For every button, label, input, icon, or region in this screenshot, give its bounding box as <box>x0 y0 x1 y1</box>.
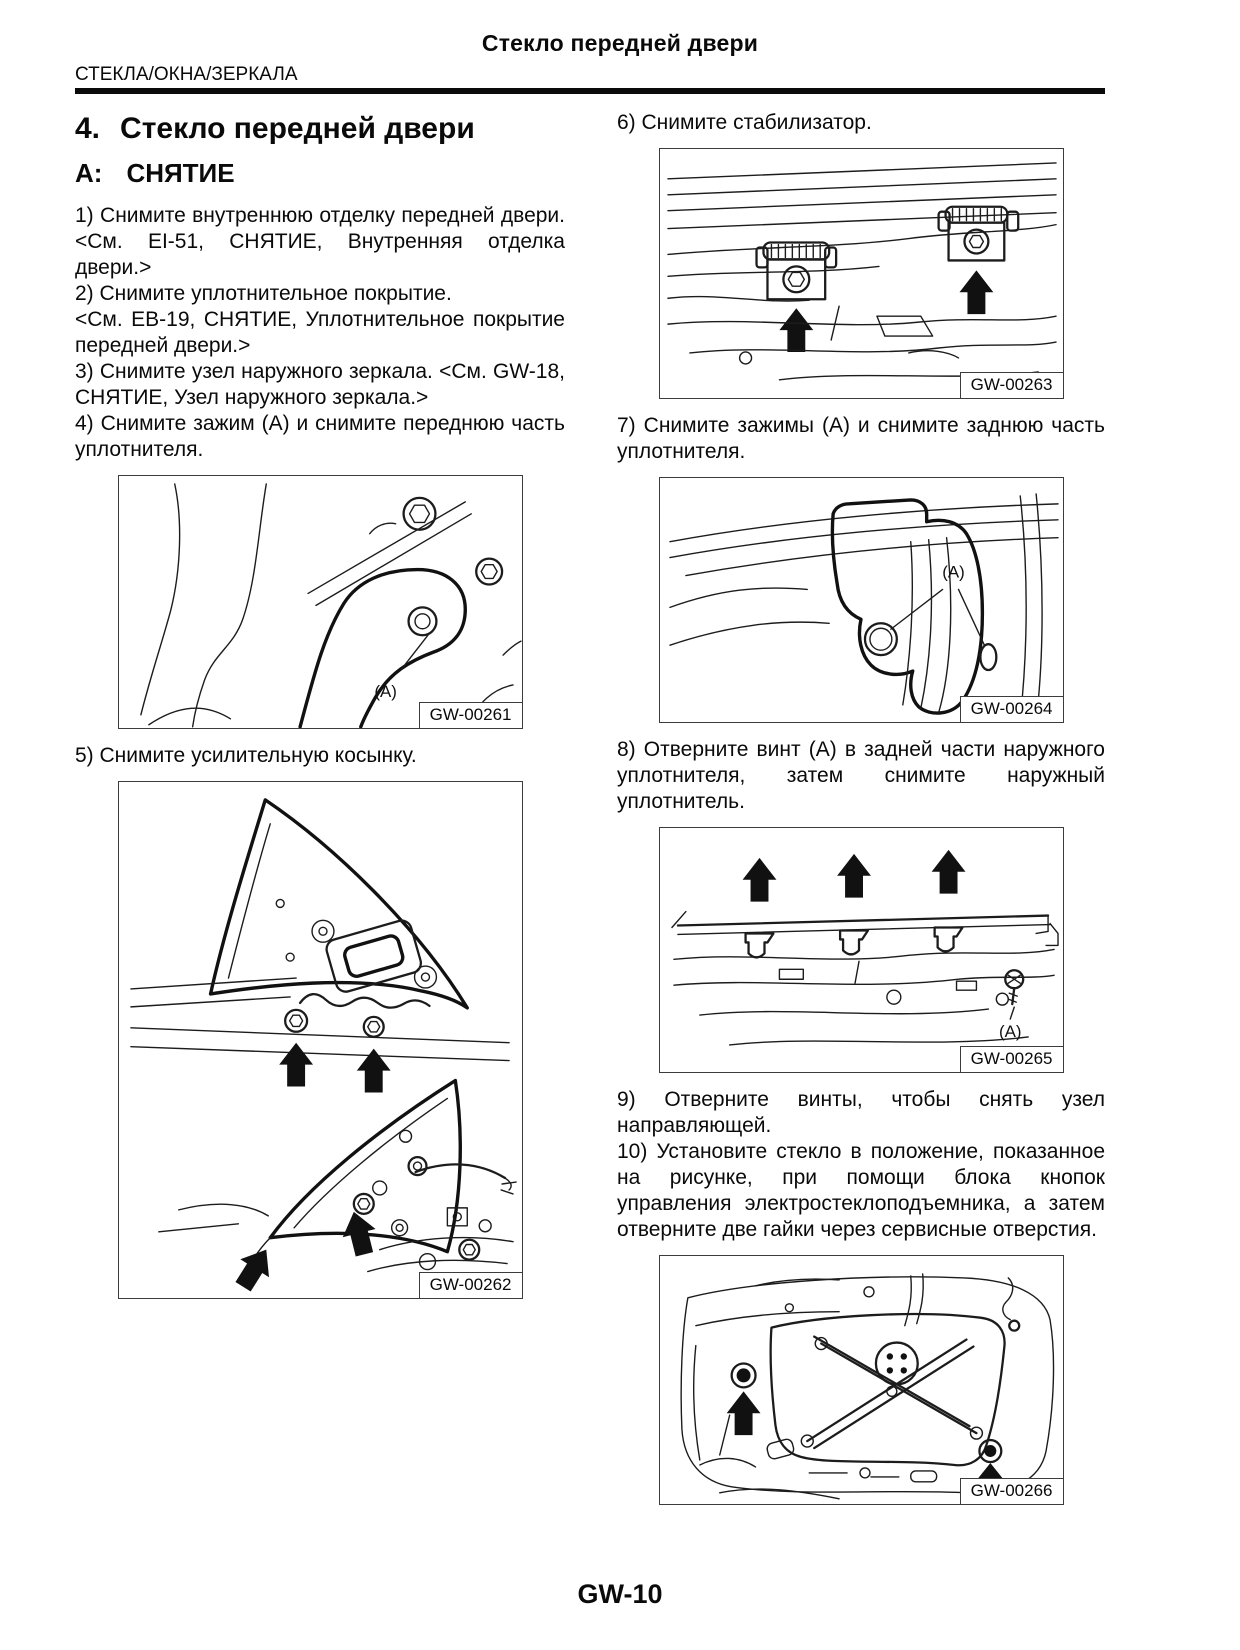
subsection-title: СНЯТИЕ <box>126 158 235 188</box>
figure-caption: GW-00263 <box>960 372 1063 398</box>
mirror-gusset-drawing <box>119 782 522 1297</box>
figure-caption: GW-00261 <box>419 702 522 728</box>
step-10: 10) Установите стекло в положение, показанное на рисунке, при помощи блока кнопок управления электростеклоподъемника, а затем отверните две гайки через сервисные отверстия. <box>617 1139 1105 1241</box>
part-label-a: (A) <box>941 562 965 582</box>
page-number: GW-10 <box>577 1579 663 1609</box>
step-7: 7) Снимите зажимы (A) и снимите заднюю часть уплотнителя. <box>617 413 1105 463</box>
section-heading <box>75 112 565 146</box>
left-column <box>75 110 565 1313</box>
breadcrumb: СТЕКЛА/ОКНА/ЗЕРКАЛА <box>75 64 298 85</box>
front-clip-drawing <box>119 476 522 728</box>
step-3: 3) Снимите узел наружного зеркала. <См. GW-18, СНЯТИЕ, Узел наружного зеркала.> <box>75 360 565 410</box>
right-column <box>617 110 1105 1519</box>
figure-gw-00261 <box>118 475 523 729</box>
figure-caption: GW-00262 <box>419 1272 522 1298</box>
subsection-heading <box>75 158 565 189</box>
part-label-a: (A) <box>373 682 397 702</box>
header-rule <box>75 88 1105 94</box>
section-number: 4. <box>75 112 101 145</box>
step-8: 8) Отверните винт (A) в задней части наружного уплотнителя, затем снимите наружный уплотнитель. <box>617 737 1105 813</box>
step-4: 4) Снимите зажим (A) и снимите переднюю часть уплотнителя. <box>75 412 565 462</box>
figure-gw-00264 <box>659 477 1064 723</box>
step-2: 2) Снимите уплотнительное покрытие. <box>75 282 452 306</box>
step-1: 1) Снимите внутреннюю отделку передней двери. <См. EI-51, СНЯТИЕ, Внутренняя отделка двери.> <box>75 204 565 280</box>
figure-gw-00262 <box>118 781 523 1298</box>
step-5: 5) Снимите усилительную косынку. <box>75 744 417 768</box>
figure-gw-00263 <box>659 148 1064 399</box>
figure-caption: GW-00265 <box>960 1046 1063 1072</box>
page-title: Стекло передней двери <box>481 30 759 56</box>
outer-weatherstrip-drawing <box>660 828 1063 1072</box>
rear-clip-drawing <box>660 478 1063 722</box>
stabilizer-drawing <box>660 149 1063 398</box>
step-6: 6) Снимите стабилизатор. <box>617 111 872 134</box>
section-title: Стекло передней двери <box>120 112 475 145</box>
figure-gw-00266 <box>659 1255 1064 1506</box>
figure-caption: GW-00264 <box>960 696 1063 722</box>
figure-gw-00265 <box>659 827 1064 1073</box>
part-label-a: (A) <box>998 1021 1022 1041</box>
step-9: 9) Отверните винты, чтобы снять узел направляющей. <box>617 1087 1105 1137</box>
window-regulator-drawing <box>660 1256 1063 1505</box>
subsection-letter: A: <box>75 158 103 188</box>
step-2-reference: <См. EB-19, СНЯТИЕ, Уплотнительное покрытие передней двери.> <box>75 308 565 358</box>
figure-caption: GW-00266 <box>960 1478 1063 1504</box>
